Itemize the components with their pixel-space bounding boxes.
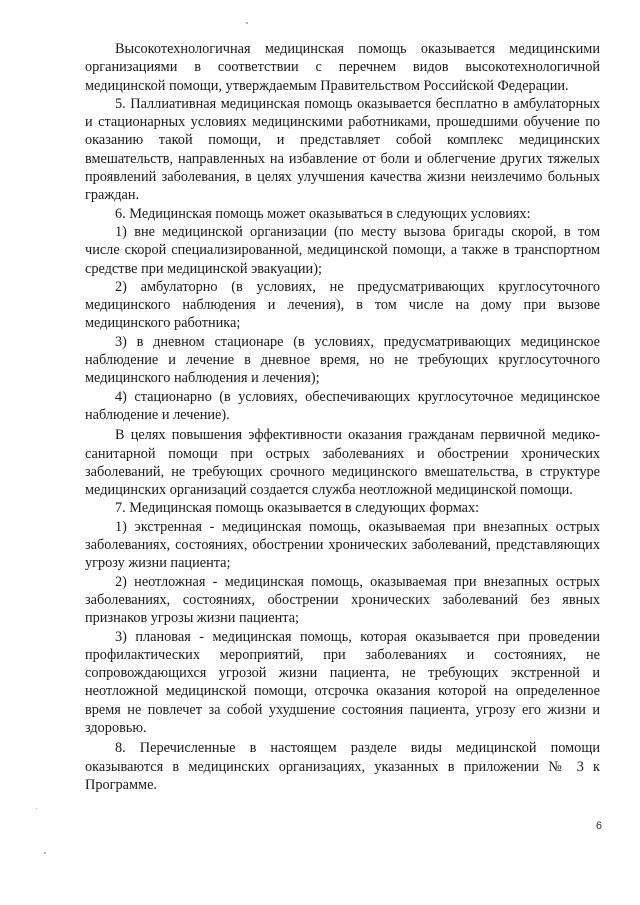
paragraph-section-7-heading: 7. Медицинская помощь оказывается в следующих формах: [115, 500, 480, 517]
page-number: 6 [595, 820, 602, 832]
list-item-6-2: 2) амбулаторно (в условиях, не предусматривающих круглосуточного медицинского наблюдения и лечения), в том числе на дому при вызове медицинского работника; [85, 278, 600, 332]
list-item-6-3: 3) в дневном стационаре (в условиях, предусматривающих медицинское наблюдение и лечение в дневное время, но не требующих круглосуточного медицинского наблюдения и лечения); [85, 333, 600, 387]
scan-speck [246, 22, 248, 24]
list-item-7-3: 3) плановая - медицинская помощь, которая оказывается при проведении профилактических мероприятий, при заболеваниях и состояниях, не сопровождающихся угрозой жизни пациента, не требующих экстренной и неотложной медицинской помощи, отсрочка оказания которой на определенное время не повлечет за собой ухудшение состояния пациента, угрозу его жизни и здоровью. [85, 628, 600, 736]
paragraph-section-8: 8. Перечисленные в настоящем разделе виды медицинской помощи оказываются в медицинских организациях, указанных в приложении № 3 к Программе. [85, 740, 600, 793]
list-item-7-2: 2) неотложная - медицинская помощь, оказываемая при внезапных острых заболеваниях, состояниях, обострении хронических заболеваний без явных признаков угрозы жизни пациента; [85, 573, 600, 627]
list-item-6-1: 1) вне медицинской организации (по месту вызова бригады скорой, в том числе скорой специализированной, медицинской помощи, а также в транспортном средстве при медицинской эвакуации); [85, 223, 600, 277]
list-item-7-1: 1) экстренная - медицинская помощь, оказываемая при внезапных острых заболеваниях, состояниях, обострении хронических заболеваний, представляющих угрозу жизни пациента; [85, 518, 600, 572]
paragraph-section-5: 5. Паллиативная медицинская помощь оказывается бесплатно в амбулаторных и стационарных условиях медицинскими работниками, прошедшими обучение по оказанию такой помощи, и представляет собой комплекс медицинских вмешательств, направленных на избавление от боли и облегчение других тяжелых проявлений заболевания, в целях улучшения качества жизни неизлечимо больных граждан. [85, 95, 600, 204]
paragraph-high-tech-care: Высокотехнологичная медицинская помощь оказывается медицинскими организациями в соответствии с перечнем видов высокотехнологичной медицинской помощи, утверждаемым Правительством Российской Федерации. [85, 41, 600, 94]
scan-speck [36, 808, 37, 809]
paragraph-emergency-service: В целях повышения эффективности оказания гражданам первичной медико-санитарной помощи при острых заболеваниях и обострении хронических заболеваний, не требующих срочного медицинского вмешательства, в структуре медицинских организаций создается служба неотложной медицинской помощи. [85, 427, 600, 499]
list-item-6-4: 4) стационарно (в условиях, обеспечивающих круглосуточное медицинское наблюдение и лечение). [85, 388, 600, 423]
scan-speck [44, 852, 46, 854]
document-body [85, 40, 600, 794]
paragraph-section-6-heading: 6. Медицинская помощь может оказываться в следующих условиях: [115, 205, 531, 222]
